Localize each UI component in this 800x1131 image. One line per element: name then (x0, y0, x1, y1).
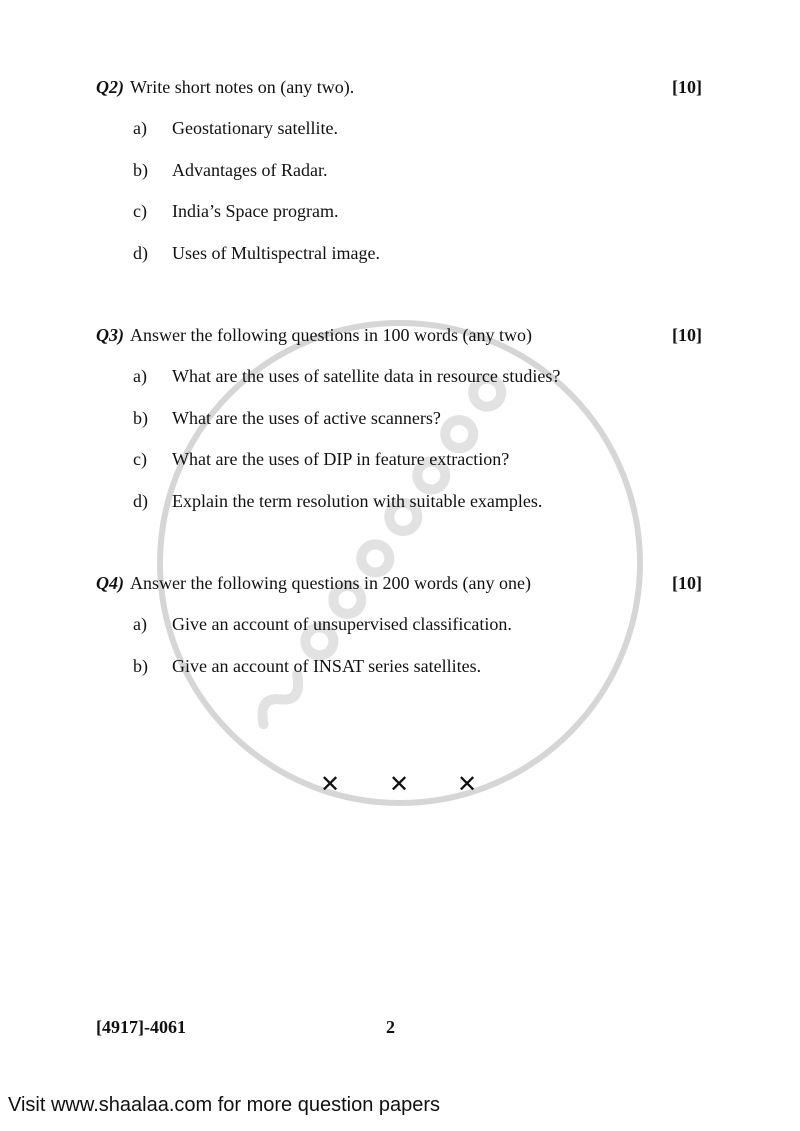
question-marks: [10] (672, 77, 702, 97)
question-marks: [10] (672, 325, 702, 345)
item-label: b) (133, 407, 148, 428)
question-heading (96, 574, 531, 592)
item-text: Explain the term resolution with suitable examples. (172, 490, 543, 511)
end-cross-icon: ✕ (457, 770, 478, 798)
question-text: Answer the following questions in 100 words (any two) (130, 325, 532, 345)
item-label: a) (133, 614, 147, 635)
item-text: Give an account of unsupervised classification. (172, 614, 512, 635)
question-heading (96, 78, 354, 96)
item-label: b) (133, 159, 148, 180)
item-label: a) (133, 366, 147, 387)
item-text: Give an account of INSAT series satellites. (172, 655, 482, 676)
promo-banner[interactable]: Visit www.shaalaa.com for more question papers (8, 1094, 441, 1116)
item-text: What are the uses of active scanners? (172, 407, 441, 428)
item-text: Advantages of Radar. (172, 159, 328, 180)
item-text: What are the uses of DIP in feature extraction? (172, 449, 510, 470)
item-text: India’s Space program. (172, 201, 339, 222)
question-text: Answer the following questions in 200 words (any one) (130, 573, 531, 593)
item-text: Geostationary satellite. (172, 118, 338, 139)
question-marks: [10] (672, 573, 702, 593)
page-number: 2 (386, 1017, 395, 1037)
item-label: d) (133, 490, 148, 511)
item-label: c) (133, 201, 147, 222)
item-text: Uses of Multispectral image. (172, 242, 380, 263)
question-number: Q2) (96, 77, 124, 97)
item-label: a) (133, 118, 147, 139)
item-text: What are the uses of satellite data in resource studies? (172, 366, 561, 387)
end-cross-icon: ✕ (389, 770, 410, 798)
item-label: d) (133, 242, 148, 263)
item-label: c) (133, 449, 147, 470)
paper-code: [4917]-4061 (96, 1017, 186, 1037)
item-label: b) (133, 655, 148, 676)
question-number: Q3) (96, 325, 124, 345)
question-text: Write short notes on (any two). (130, 77, 355, 97)
question-heading (96, 326, 532, 344)
question-number: Q4) (96, 573, 124, 593)
end-cross-icon: ✕ (320, 770, 341, 798)
